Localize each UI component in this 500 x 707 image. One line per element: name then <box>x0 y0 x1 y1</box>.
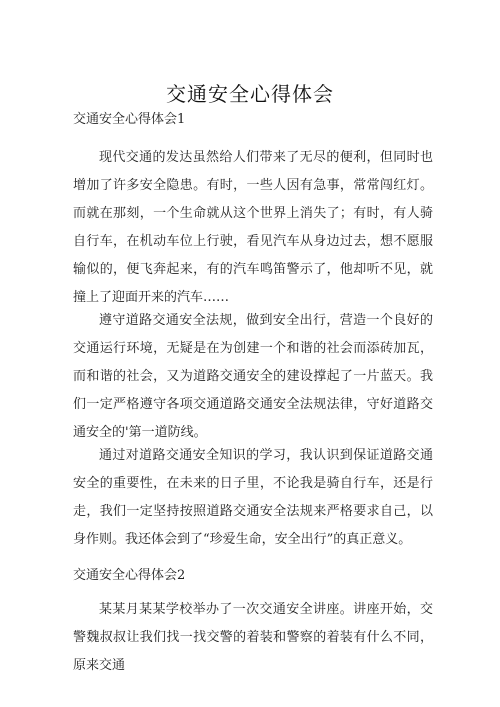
section1-paragraph-1: 现代交通的发达虽然给人们带来了无尽的便利，但同时也增加了许多安全隐患。有时，一些人因有急事，常常闯红灯。而就在那刻，一个生命就从这个世界上消失了；有时，有人骑自行车，在机动车位上行驶，看见汽车从身边过去，想不愿服输似的，便飞奔起来，有的汽车鸣笛警示了，他却听不见，就撞上了迎面开来的汽车…… <box>73 150 433 305</box>
section1-paragraph-2: 遵守道路交通安全法规，做到安全出行，营造一个良好的交通运行环境，无疑是在为创建一个和谐的社会而添砖加瓦，而和谐的社会，又为道路交通安全的建设撑起了一片蓝天。我们一定严格遵守各项交通道路交通安全法规法律，守好道路交通安全的'第一道防线。 <box>73 313 433 440</box>
section-heading-1: 交通安全心得体会1 <box>73 112 186 127</box>
section1-paragraph-3: 通过对道路交通安全知识的学习，我认识到保证道路交通安全的重要性，在未来的日子里，不论我是骑自行车，还是行走，我们一定坚持按照道路交通安全法规来严格要求自己，以身作则。我还体会到了“珍爱生命，安全出行”的真正意义。 <box>73 448 433 547</box>
section2-paragraph-1: 某某月某某学校举办了一次交通安全讲座。讲座开始，交警魏叔叔让我们找一找交警的着装和警察的着装有什么不同，原来交通 <box>73 602 433 673</box>
document-title: 交通安全心得体会 <box>166 82 334 106</box>
section-heading-2: 交通安全心得体会2 <box>73 568 186 583</box>
